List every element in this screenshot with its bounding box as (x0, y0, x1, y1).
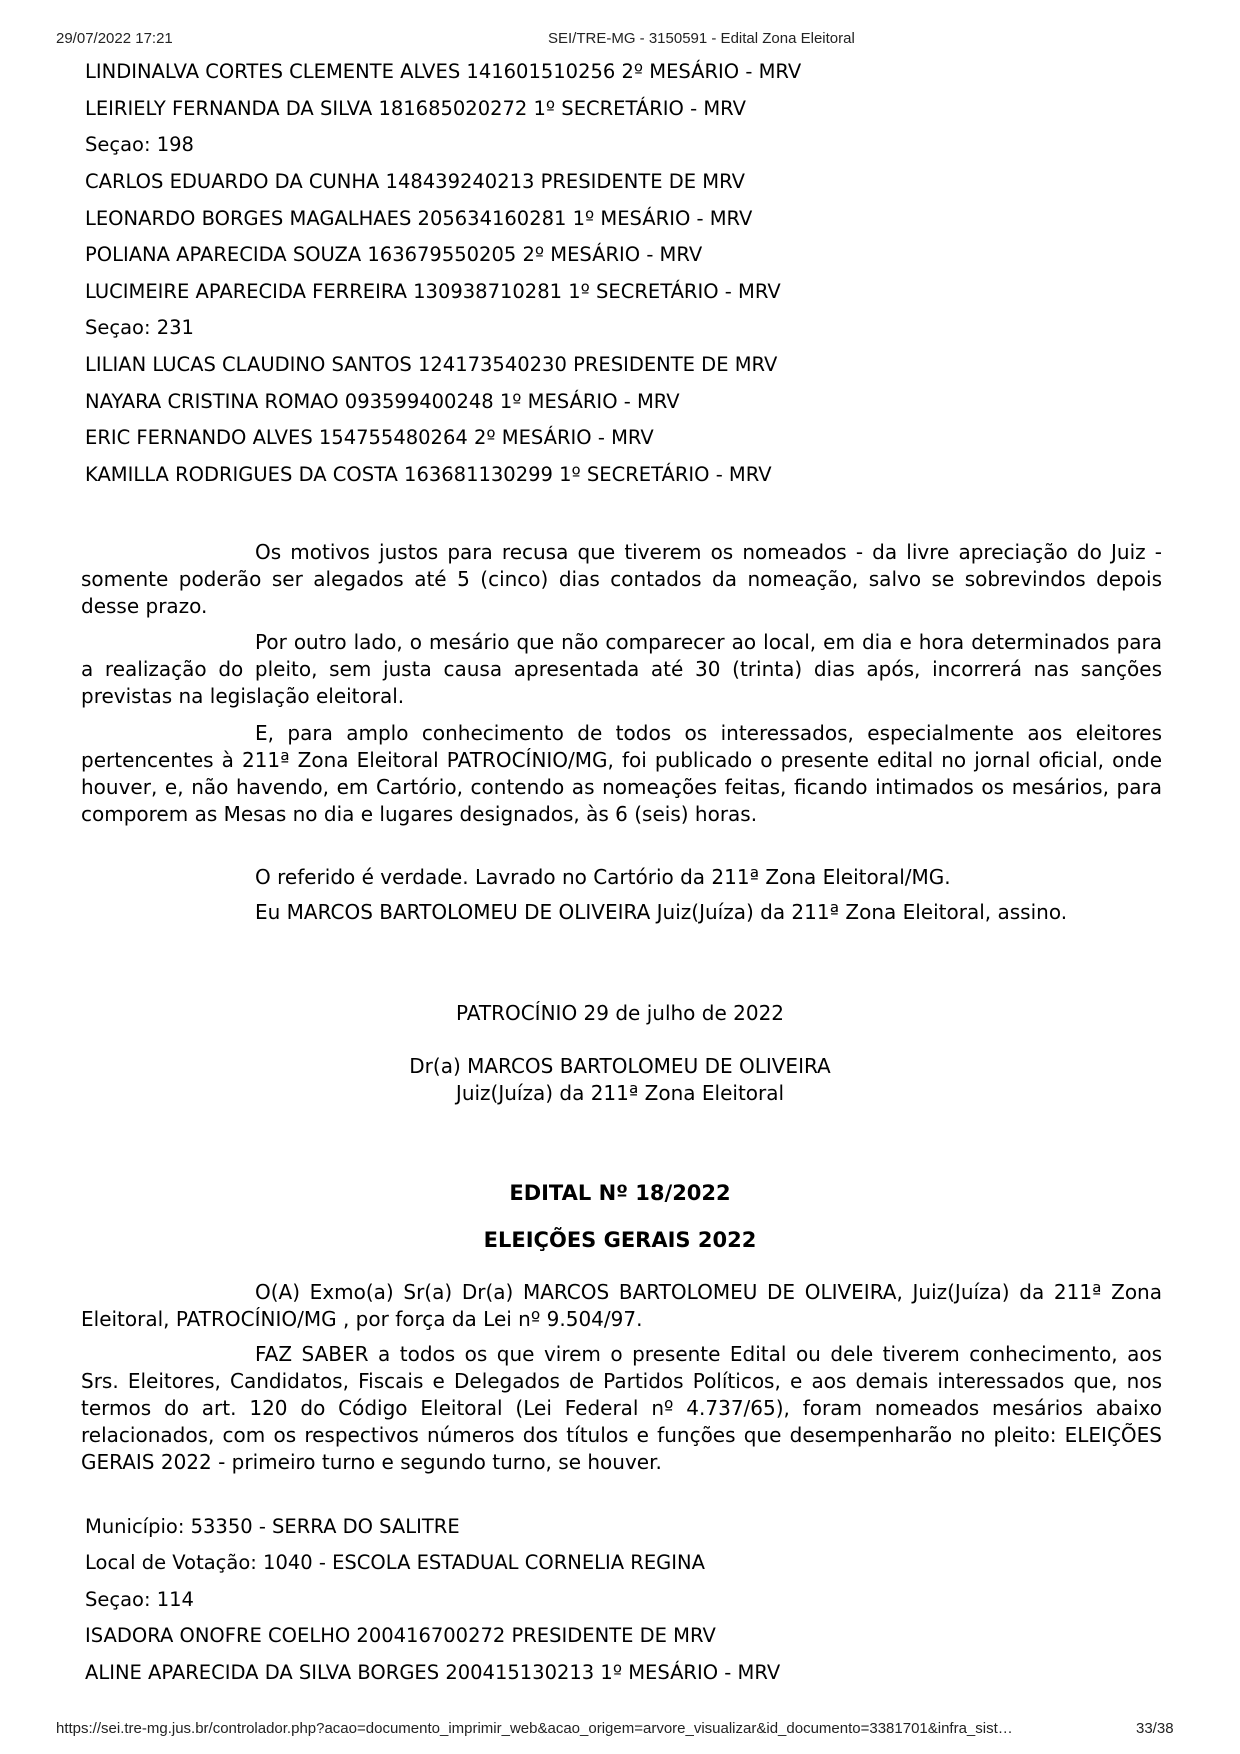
signature-name: Dr(a) MARCOS BARTOLOMEU DE OLIVEIRA (409, 1054, 831, 1078)
list-item: LUCIMEIRE APARECIDA FERREIRA 130938710281 1º SECRETÁRIO - MRV (85, 280, 781, 303)
body-paragraph: Eu MARCOS BARTOLOMEU DE OLIVEIRA Juiz(Juíza) da 211ª Zona Eleitoral, assino. (255, 900, 1068, 924)
list-item: ERIC FERNANDO ALVES 154755480264 2º MESÁRIO - MRV (85, 426, 654, 449)
list-item: ISADORA ONOFRE COELHO 200416700272 PRESIDENTE DE MRV (85, 1624, 716, 1647)
list-item: LEONARDO BORGES MAGALHAES 205634160281 1º MESÁRIO - MRV (85, 207, 753, 230)
page-number: 33/38 (1136, 1720, 1174, 1737)
local-votacao-label: Local de Votação: 1040 - ESCOLA ESTADUAL CORNELIA REGINA (85, 1551, 705, 1574)
list-item: NAYARA CRISTINA ROMAO 093599400248 1º MESÁRIO - MRV (85, 390, 680, 413)
print-document-title: SEI/TRE-MG - 3150591 - Edital Zona Eleitoral (548, 30, 855, 47)
list-item: CARLOS EDUARDO DA CUNHA 148439240213 PRESIDENTE DE MRV (85, 170, 745, 193)
section-label: Seçao: 114 (85, 1588, 194, 1611)
list-item: ALINE APARECIDA DA SILVA BORGES 200415130213 1º MESÁRIO - MRV (85, 1661, 781, 1684)
print-datetime: 29/07/2022 17:21 (56, 30, 173, 47)
section-label: Seçao: 231 (85, 316, 194, 339)
signature-role: Juiz(Juíza) da 211ª Zona Eleitoral (455, 1081, 785, 1105)
body-paragraph: Os motivos justos para recusa que tiverem os nomeados - da livre apreciação do Juiz - somente poderão ser alegados até 5 (cinco) dias contados da nomeação, salvo se sobrevindos depois desse prazo. (81, 540, 1162, 618)
edital-paragraph: O(A) Exmo(a) Sr(a) Dr(a) MARCOS BARTOLOMEU DE OLIVEIRA, Juiz(Juíza) da 211ª Zona Eleitoral, PATROCÍNIO/MG , por força da Lei nº 9.504/97. (81, 1280, 1162, 1331)
list-item: LINDINALVA CORTES CLEMENTE ALVES 141601510256 2º MESÁRIO - MRV (85, 60, 802, 83)
list-item: KAMILLA RODRIGUES DA COSTA 163681130299 1º SECRETÁRIO - MRV (85, 463, 772, 486)
section-label: Seçao: 198 (85, 133, 194, 156)
edital-number-title: EDITAL Nº 18/2022 (509, 1181, 731, 1205)
print-url: https://sei.tre-mg.jus.br/controlador.php?acao=documento_imprimir_web&acao_origem=arvore_visualizar&id_documento=3381701&infra_sist… (56, 1720, 1013, 1737)
body-paragraph: Por outro lado, o mesário que não comparecer ao local, em dia e hora determinados para a realização do pleito, sem justa causa apresentada até 30 (trinta) dias após, incorrerá nas sanções previstas na legislação eleitoral. (81, 630, 1162, 708)
list-item: POLIANA APARECIDA SOUZA 163679550205 2º MESÁRIO - MRV (85, 243, 703, 266)
body-paragraph: E, para amplo conhecimento de todos os interessados, especialmente aos eleitores pertencentes à 211ª Zona Eleitoral PATROCÍNIO/MG, foi publicado o presente edital no jornal oficial, onde houver, e, não havendo, em Cartório, contendo as nomeações feitas, ficando intimados os mesários, para comporem as Mesas no dia e lugares designados, às 6 (seis) horas. (81, 721, 1162, 826)
edital-paragraph: FAZ SABER a todos os que virem o presente Edital ou dele tiverem conhecimento, aos Srs. Eleitores, Candidatos, Fiscais e Delegados de Partidos Políticos, e aos demais interessados que, nos termos do art. 120 do Código Eleitoral (Lei Federal nº 4.737/65), foram nomeados mesários abaixo relacionados, com os respectivos números dos títulos e funções que desempenharão no pleito: ELEIÇÕES GERAIS 2022 - primeiro turno e segundo turno, se houver. (81, 1342, 1162, 1474)
body-paragraph: O referido é verdade. Lavrado no Cartório da 211ª Zona Eleitoral/MG. (255, 865, 951, 889)
edital-subtitle: ELEIÇÕES GERAIS 2022 (483, 1228, 757, 1252)
list-item: LEIRIELY FERNANDA DA SILVA 181685020272 1º SECRETÁRIO - MRV (85, 97, 746, 120)
list-item: LILIAN LUCAS CLAUDINO SANTOS 124173540230 PRESIDENTE DE MRV (85, 353, 778, 376)
municipio-label: Município: 53350 - SERRA DO SALITRE (85, 1515, 460, 1538)
signature-place-date: PATROCÍNIO 29 de julho de 2022 (455, 1001, 785, 1025)
